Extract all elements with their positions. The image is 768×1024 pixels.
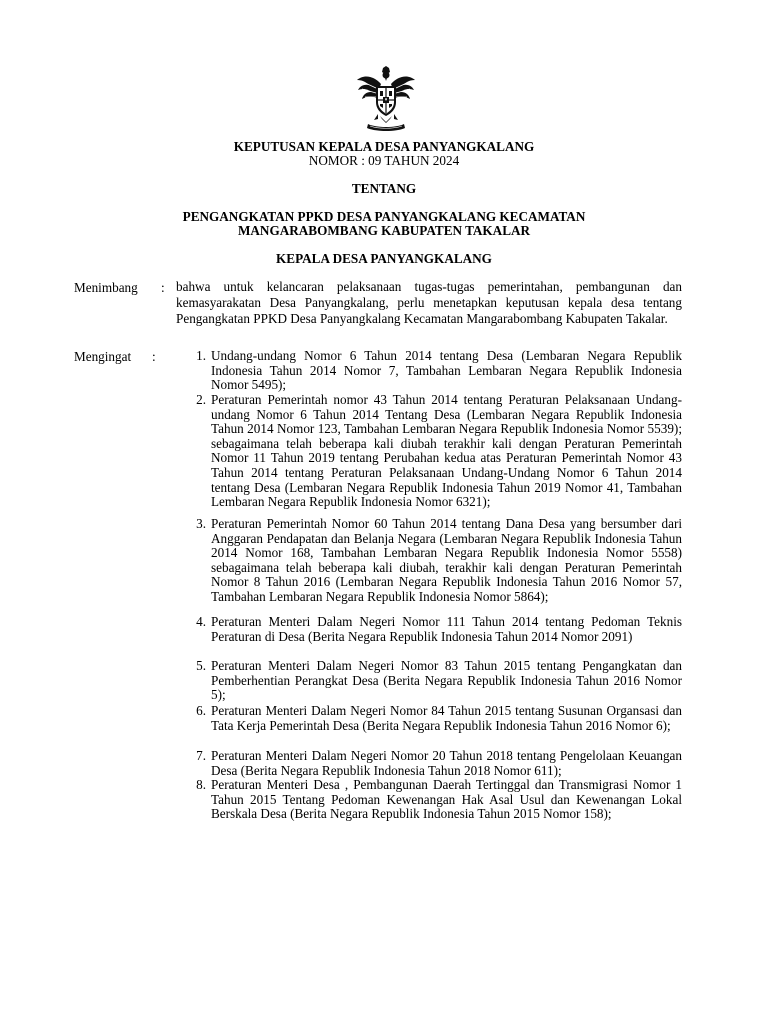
mengingat-label: Mengingat [74,349,132,364]
subject-line-2: MANGARABOMBANG KABUPATEN TAKALAR [237,223,531,238]
item-text: Peraturan Menteri Dalam Negeri Nomor 83 Tahun 2015 tentang Pengangkatan dan Pemberhentian Perangkat Desa (Berita Negara Republik Indonesia Tahun 2016 Nomor 5); [211,658,682,703]
item-number: 8. [196,777,206,792]
item-text: Peraturan Menteri Desa , Pembangunan Daerah Tertinggal dan Transmigrasi Nomor 1 Tahun 2015 Tentang Pedoman Kewenangan Hak Asal Usul dan Kewenangan Lokal Berskala Desa (Berita Negara Republik Indonesia Tahun 2015 Nomor 158); [211,777,682,822]
garuda-emblem-icon [356,66,416,132]
mengingat-item [188,749,682,778]
decree-number: NOMOR : 09 TAHUN 2024 [308,153,460,168]
item-number: 7. [196,748,206,763]
issuer-heading: KEPALA DESA PANYANGKALANG [276,251,492,266]
tentang-heading: TENTANG [351,181,417,196]
mengingat-item [188,393,682,510]
menimbang-colon: : [161,280,165,295]
item-text: Peraturan Menteri Dalam Negeri Nomor 84 Tahun 2015 tentang Susunan Organsasi dan Tata Kerja Pemerintah Desa (Berita Negara Republik Indonesia Tahun 2016 Nomor 6); [211,703,682,733]
item-text: Peraturan Pemerintah nomor 43 Tahun 2014 tentang Peraturan Pelaksanaan Undang-undang Nomor 6 Tahun 2014 Tentang Desa (Lembaran Negara Republik Indonesia Tahun 2014 Nomor 123, Tambahan Lembaran Negara Republik Indonesia Nomor 5539); sebagaimana telah beberapa kali diubah terakhir kali dengan Peraturan Pemerintah Nomor 11 Tahun 2019 tentang Perubahan kedua atas Peraturan Pemerintah Nomor 43 Tahun 2014 tentang Peraturan Pelaksanaan Undang-Undang Nomor 6 Tahun 2014 tentang Desa (Lembaran Negara Republik Indonesia Tahun 2019 Nomor 41, Tambahan Lembaran Negara Republik Indonesia Nomor 6321); [211,392,682,510]
mengingat-item [188,704,682,733]
item-text: Peraturan Pemerintah Nomor 60 Tahun 2014 tentang Dana Desa yang bersumber dari Anggaran Pendapatan dan Belanja Negara (Lembaran Negara Republik Indonesia Tahun 2014 Nomor 168, Tambahan Lembaran Negara Republik Indonesia Nomor 5558) sebagaimana telah beberapa kali diubah, terakhir kali dengan Peraturan Pemerintah Nomor 8 Tahun 2016 (Lembaran Negara Republik Indonesia Tahun 2016 Nomor 57, Tambahan Lembaran Negara Republik Indonesia Nomor 5864); [211,516,682,604]
item-text: Peraturan Menteri Dalam Negeri Nomor 111 Tahun 2014 tentang Pedoman Teknis Peraturan di Desa (Berita Negara Republik Indonesia Tahun 2014 Nomor 2091) [211,614,682,644]
item-number: 3. [196,516,206,531]
item-text: Peraturan Menteri Dalam Negeri Nomor 20 Tahun 2018 tentang Pengelolaan Keuangan Desa (Berita Negara Republik Indonesia Tahun 2018 Nomor 611); [211,748,682,778]
mengingat-item [188,615,682,644]
menimbang-label: Menimbang [74,280,138,295]
item-number: 4. [196,614,206,629]
item-text: Undang-undang Nomor 6 Tahun 2014 tentang Desa (Lembaran Negara Republik Indonesia Tahun 2014 Nomor 7, Tambahan Lembaran Negara Republik Indonesia Nomor 5495); [211,348,682,393]
mengingat-item [188,349,682,393]
mengingat-item [188,517,682,605]
item-number: 6. [196,703,206,718]
mengingat-item [188,778,682,822]
mengingat-colon: : [152,349,156,364]
subject-line-1: PENGANGKATAN PPKD DESA PANYANGKALANG KECAMATAN [182,209,586,224]
mengingat-item [188,659,682,703]
decree-title: KEPUTUSAN KEPALA DESA PANYANGKALANG [233,139,535,154]
menimbang-text: bahwa untuk kelancaran pelaksanaan tugas-tugas pemerintahan, pembangunan dan kemasyarakatan Desa Panyangkalang, perlu menetapkan keputusan kepala desa tentang Pengangkatan PPKD Desa Panyangkalang Kecamatan Mangarabombang Kabupaten Takalar. [176,279,682,327]
item-number: 5. [196,658,206,673]
item-number: 1. [196,348,206,363]
item-number: 2. [196,392,206,407]
